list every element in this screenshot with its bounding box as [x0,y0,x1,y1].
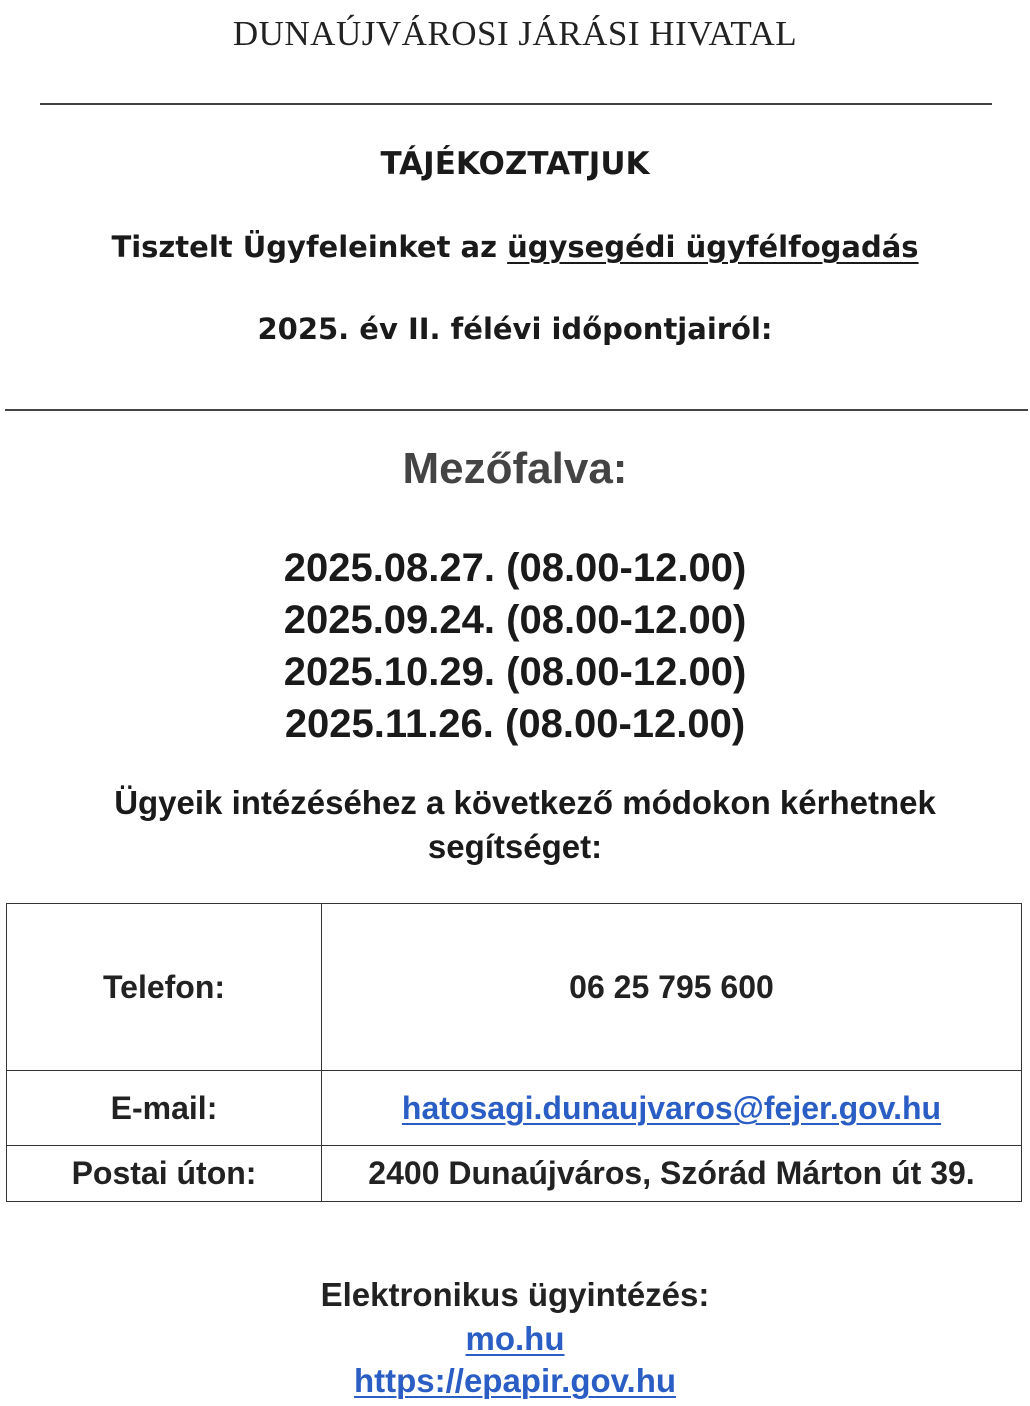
email-cell [322,1071,1022,1146]
phone-value: 06 25 795 600 [322,904,1022,1071]
electronic-link-row [0,1362,1030,1400]
postal-address: 2400 Dunaújváros, Szórád Márton út 39. [322,1146,1022,1202]
notice-subheading-period: 2025. év II. félévi időpontjairól: [257,312,773,346]
location-title: Mezőfalva: [402,444,628,493]
notice-heading: TÁJÉKOZTATJUK [380,146,650,182]
epapir-link[interactable]: https://epapir.gov.hu [353,1362,677,1399]
contact-intro-cont: segítséget: [427,828,603,865]
date-item: 2025.09.24. (08.00-12.00) [283,598,747,642]
electronic-link-row [0,1320,1030,1358]
contact-intro: Ügyeik intézéséhez a következő módokon kérhetnek [114,784,936,821]
email-label: E-mail: [7,1071,322,1146]
subheading-underlined: ügysegédi ügyfélfogadás [507,230,919,264]
postal-label: Postai úton: [7,1146,322,1202]
contact-table [6,903,1022,1202]
date-list [0,542,1030,750]
table-row [7,1071,1022,1146]
office-name: DUNAÚJVÁROSI JÁRÁSI HIVATAL [232,14,798,53]
table-row [7,904,1022,1071]
subheading-prefix: Tisztelt Ügyfeleinket az [111,230,508,264]
top-divider [40,103,992,105]
date-item: 2025.08.27. (08.00-12.00) [283,546,747,590]
email-link[interactable]: hatosagi.dunaujvaros@fejer.gov.hu [401,1089,942,1126]
electronic-heading: Elektronikus ügyintézés: [320,1276,710,1313]
section-divider [5,409,1028,411]
date-item: 2025.10.29. (08.00-12.00) [283,650,747,694]
table-row [7,1146,1022,1202]
phone-label: Telefon: [7,904,322,1071]
notice-subheading [0,230,1030,264]
date-item: 2025.11.26. (08.00-12.00) [284,702,746,746]
mohu-link[interactable]: mo.hu [465,1320,565,1357]
